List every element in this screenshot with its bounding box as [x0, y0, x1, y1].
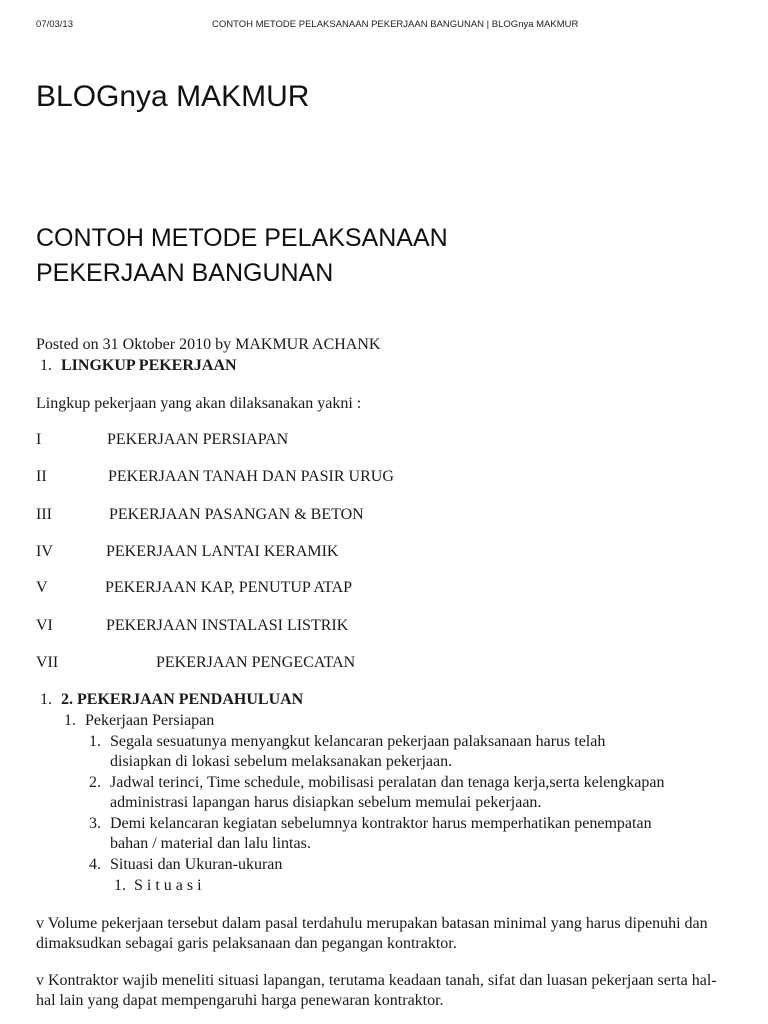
post-title-line2: PEKERJAAN BANGUNAN	[36, 259, 334, 287]
scope-item-text: PEKERJAAN PENGECATAN	[156, 654, 356, 671]
scope-item-text: PEKERJAAN TANAH DAN PASIR URUG	[108, 468, 394, 485]
section1-number: 1.	[40, 357, 52, 374]
point-number: 2.	[89, 774, 101, 791]
point-number: 1.	[89, 733, 101, 750]
post-title-line1: CONTOH METODE PELAKSANAAN	[36, 224, 448, 252]
print-header	[0, 19, 768, 33]
post-title	[36, 221, 556, 291]
scope-item-num: II	[36, 468, 47, 485]
post-meta: Posted on 31 Oktober 2010 by MAKMUR ACHANK	[36, 336, 381, 353]
scope-item-num: IV	[36, 543, 53, 560]
scope-item-num: VII	[36, 654, 59, 671]
blog-title[interactable]: BLOGnya MAKMUR	[36, 80, 310, 113]
scope-item-text: PEKERJAAN LANTAI KERAMIK	[106, 543, 339, 560]
point-line: Situasi dan Ukuran-ukuran	[110, 856, 283, 873]
body-paragraph: v Volume pekerjaan tersebut dalam pasal terdahulu merupakan batasan minimal yang harus dipenuhi dan dimaksudkan sebagai garis pelaksanaan dan pegangan kontraktor.	[36, 915, 708, 952]
scope-item-text: PEKERJAAN PASANGAN & BETON	[109, 506, 364, 523]
print-page-title: CONTOH METODE PELAKSANAAN PEKERJAAN BANGUNAN | BLOGnya MAKMUR	[212, 19, 579, 30]
section2-number: 1.	[40, 691, 52, 708]
subsection-heading: Pekerjaan Persiapan	[85, 712, 215, 729]
scope-item-num: VI	[36, 617, 53, 634]
point-line: bahan / material dan lalu lintas.	[110, 835, 311, 852]
subsection-number: 1.	[64, 712, 76, 729]
scope-item-text: PEKERJAAN PERSIAPAN	[107, 431, 289, 448]
point-line: Jadwal terinci, Time schedule, mobilisasi peralatan dan tenaga kerja,serta kelengkapan	[110, 774, 665, 791]
subsub-heading: S i t u a s i	[134, 877, 202, 894]
scope-item-num: III	[36, 506, 52, 523]
section1-intro: Lingkup pekerjaan yang akan dilaksanakan yakni :	[36, 395, 362, 412]
section1-heading: LINGKUP PEKERJAAN	[61, 357, 237, 374]
print-date: 07/03/13	[36, 19, 73, 30]
point-line: Demi kelancaran kegiatan sebelumnya kontraktor harus memperhatikan penempatan	[110, 815, 652, 832]
scope-item-text: PEKERJAAN KAP, PENUTUP ATAP	[105, 579, 353, 596]
scope-item-num: I	[36, 431, 42, 448]
point-line: disiapkan di lokasi sebelum melaksanakan pekerjaan.	[110, 753, 453, 770]
point-line: administrasi lapangan harus disiapkan sebelum memulai pekerjaan.	[110, 794, 542, 811]
section2-heading: 2. PEKERJAAN PENDAHULUAN	[61, 691, 304, 708]
scope-item-num: V	[36, 579, 48, 596]
point-line: Segala sesuatunya menyangkut kelancaran pekerjaan palaksanaan harus telah	[110, 733, 606, 750]
point-number: 3.	[89, 815, 101, 832]
body-paragraph: v Kontraktor wajib meneliti situasi lapangan, terutama keadaan tanah, sifat dan luasan pekerjaan serta hal-hal lain yang dapat mempengaruhi harga penewaran kontraktor.	[36, 972, 717, 1009]
subsub-number: 1.	[114, 877, 126, 894]
point-number: 4.	[89, 856, 101, 873]
scope-item-text: PEKERJAAN INSTALASI LISTRIK	[106, 617, 349, 634]
